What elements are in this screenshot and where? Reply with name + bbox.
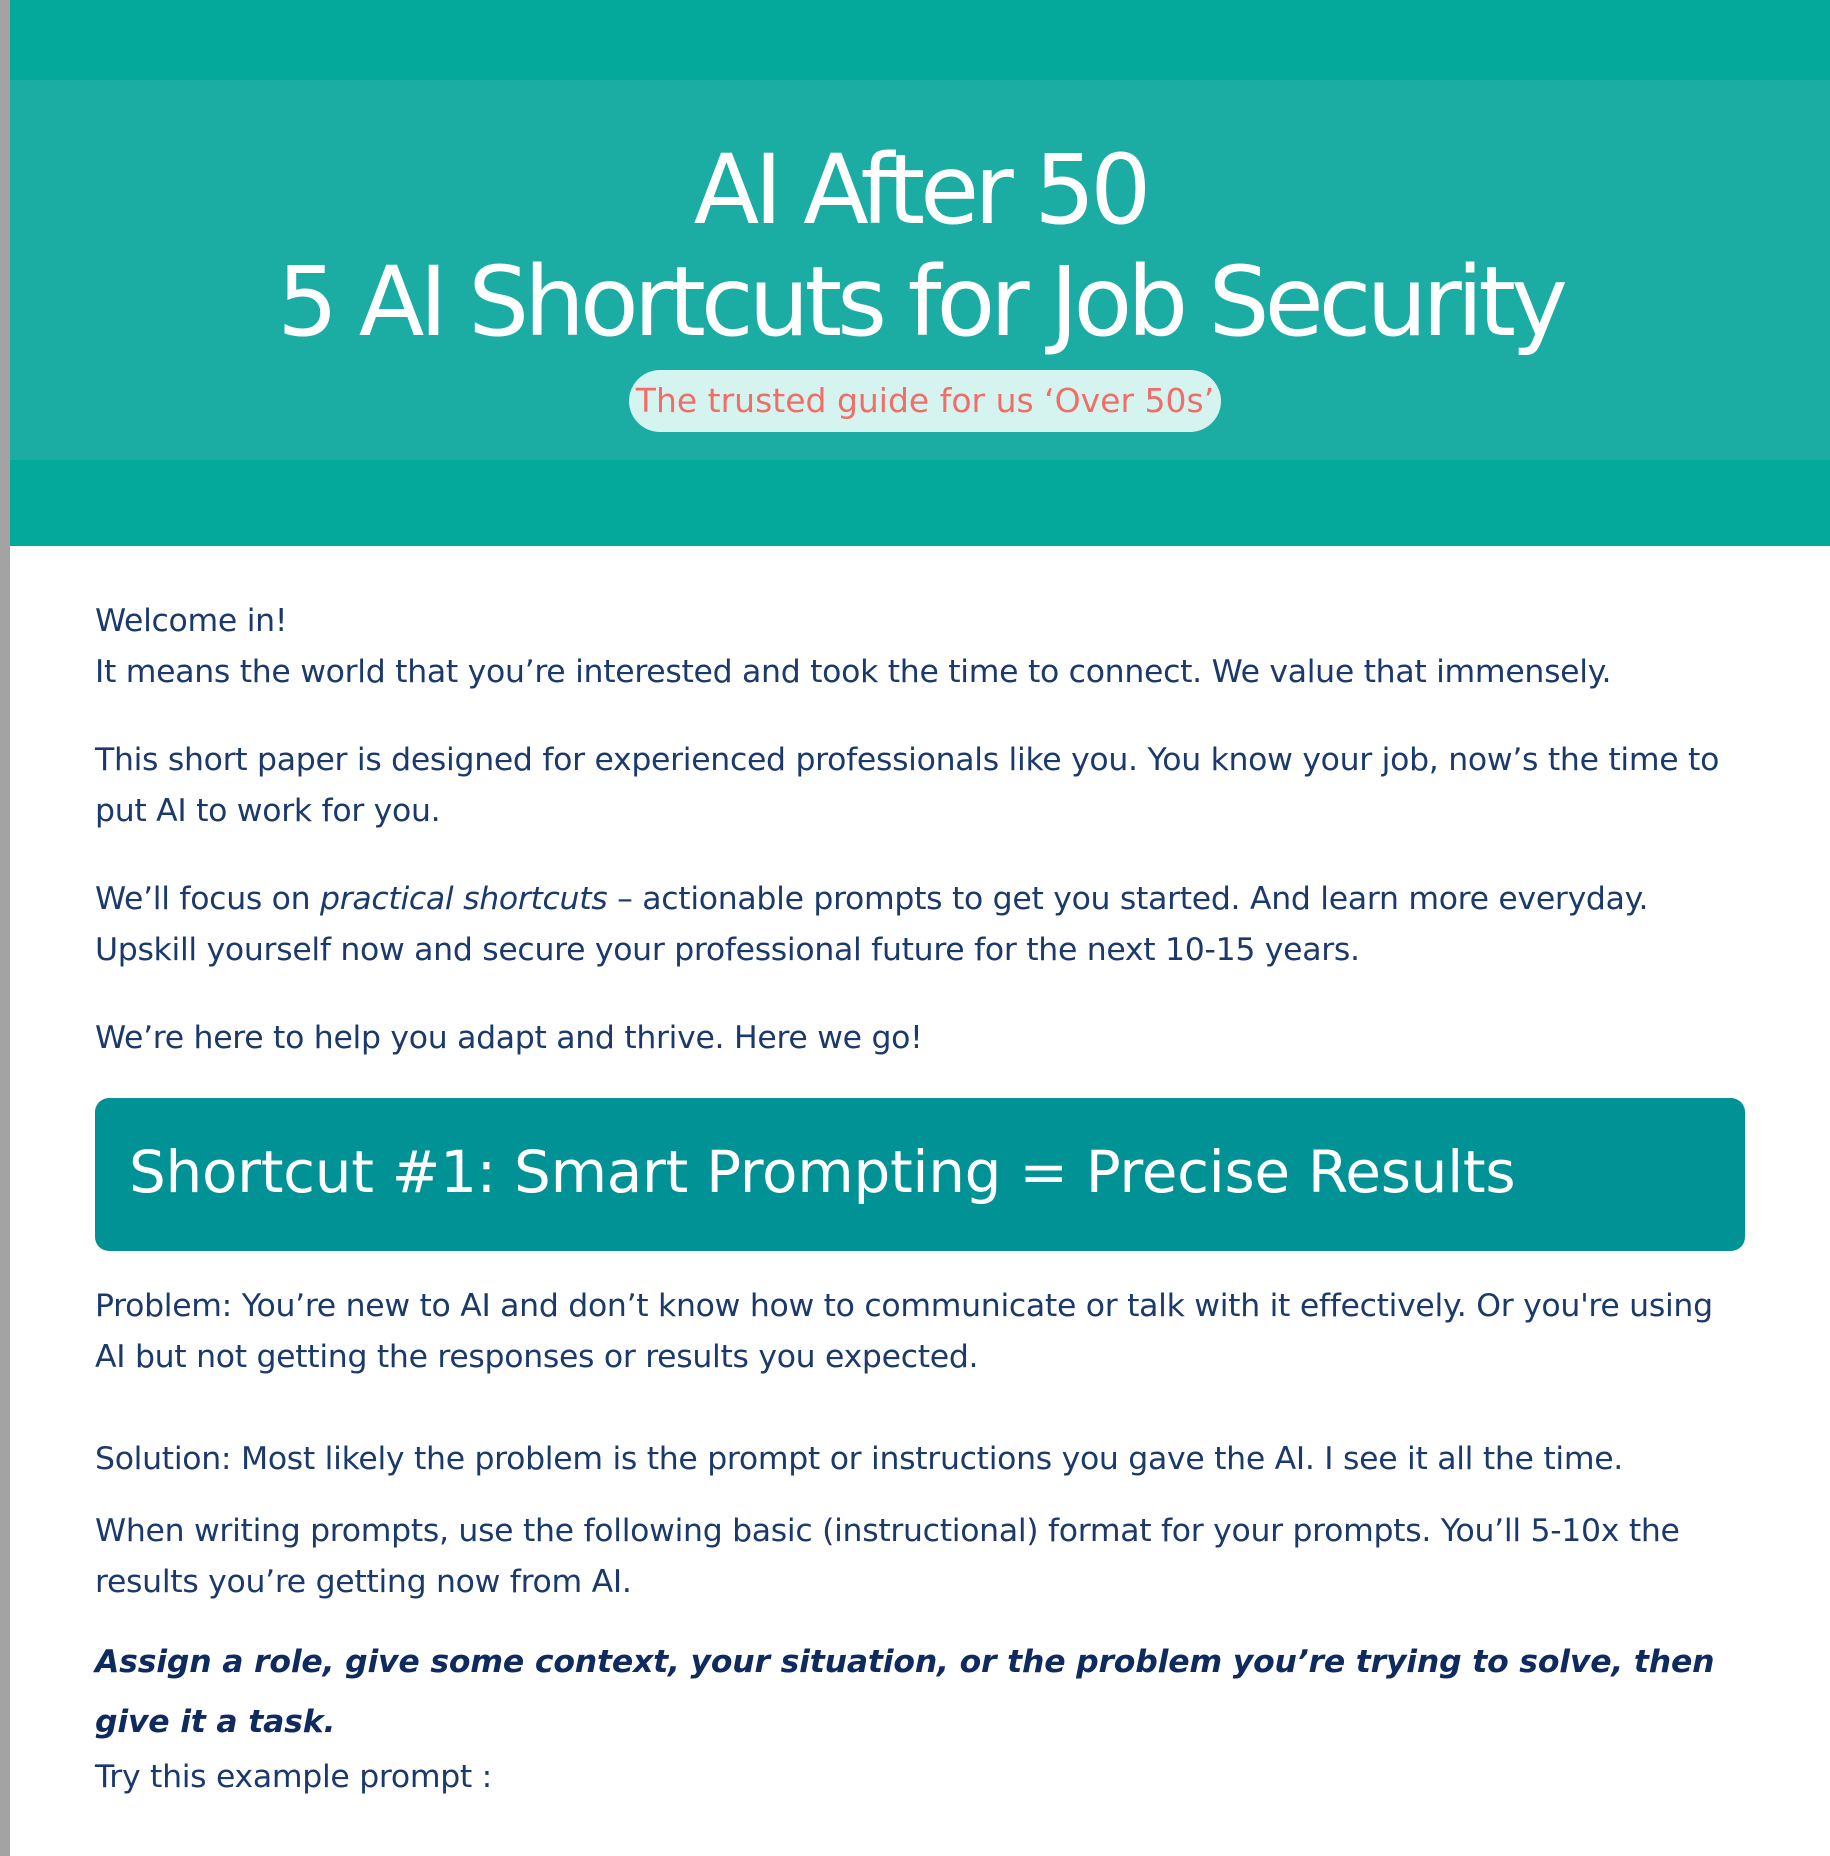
example-intro: Try this example prompt : — [95, 1759, 492, 1795]
tagline-badge: The trusted guide for us ‘Over 50s’ — [629, 370, 1221, 432]
closing-text: We’re here to help you adapt and thrive. Here we go! — [95, 1020, 923, 1056]
shortcut-1-banner — [95, 1098, 1745, 1251]
problem-text: Problem: You’re new to AI and don’t know how to communicate or talk with it effectively. Or you're using AI but not getting the responses or results you expected. — [95, 1288, 1713, 1375]
focus-paragraph — [95, 874, 1745, 925]
focus-text-start: We’ll focus on — [95, 881, 321, 917]
focus-text-italic: practical shortcuts — [320, 881, 608, 917]
purpose-text: This short paper is designed for experienced professionals like you. You know your job, now’s the time to put AI to work for you. — [95, 742, 1720, 829]
welcome-text: Welcome in! — [95, 603, 288, 639]
format-text: When writing prompts, use the following basic (instructional) format for your prompts. You’ll 5-10x the results you’re getting now from AI. — [95, 1513, 1680, 1600]
document-body — [95, 596, 1745, 1803]
solution-text: Solution: Most likely the problem is the prompt or instructions you gave the AI. I see it all the time. — [95, 1441, 1624, 1477]
prompt-formula: Assign a role, give some context, your situation, or the problem you’re trying to solve, then give it a task. — [95, 1644, 1715, 1740]
thanks-text: It means the world that you’re interested and took the time to connect. We value that immensely. — [95, 654, 1612, 690]
title-line-2: 5 AI Shortcuts for Job Security — [277, 246, 1563, 358]
page-left-edge — [0, 0, 10, 1856]
shortcut-1-heading: Shortcut #1: Smart Prompting = Precise Results — [129, 1138, 1516, 1206]
hero-header — [10, 0, 1830, 546]
upskill-text: Upskill yourself now and secure your professional future for the next 10-15 years. — [95, 932, 1360, 968]
focus-text-end: – actionable prompts to get you started. And learn more everyday. — [607, 881, 1649, 917]
title-line-1: AI After 50 — [693, 134, 1147, 246]
